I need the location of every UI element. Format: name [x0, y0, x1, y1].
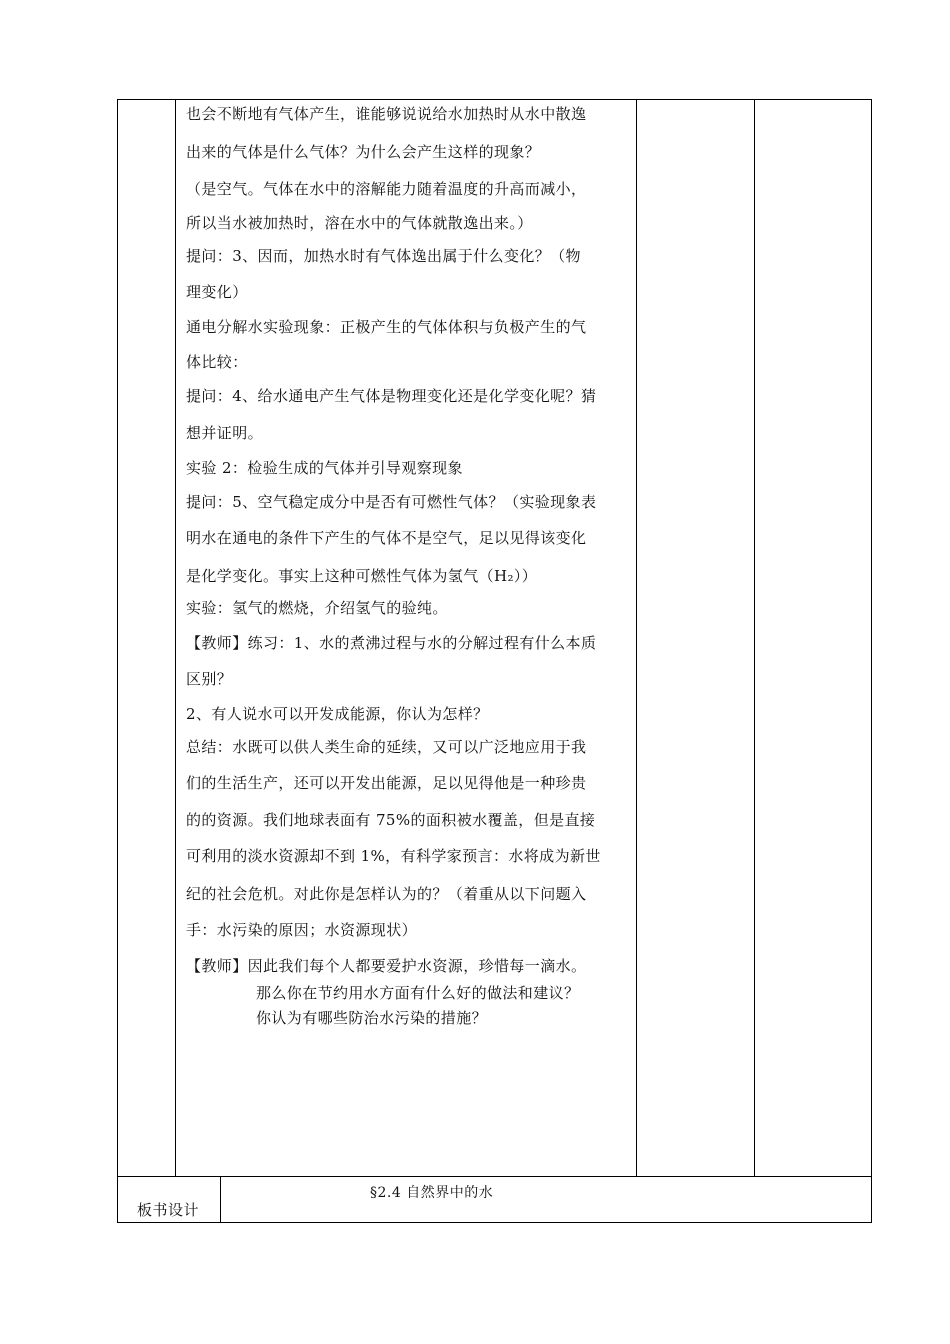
footer-column-divider — [220, 1176, 221, 1222]
text-line: 所以当水被加热时，溶在水中的气体就散逸出来。） — [186, 214, 533, 232]
text-line: 2、有人说水可以开发成能源，你认为怎样？ — [186, 705, 489, 723]
text-line: 理变化） — [186, 283, 248, 301]
text-line: 明水在通电的条件下产生的气体不是空气，足以见得该变化 — [186, 529, 587, 547]
text-line: 那么你在节约用水方面有什么好的做法和建议？ — [256, 984, 580, 1002]
table-column-divider — [636, 99, 637, 1176]
text-line: 你认为有哪些防治水污染的措施？ — [256, 1009, 488, 1027]
text-line: 实验 2：检验生成的气体并引导观察现象 — [186, 459, 463, 477]
text-line: 纪的社会危机。对此你是怎样认为的？（着重从以下问题入 — [186, 885, 587, 903]
board-design-title: §2.4 自然界中的水 — [370, 1185, 494, 1201]
text-line: 提问：4、给水通电产生气体是物理变化还是化学变化呢？猜 — [186, 387, 597, 405]
table-right-border — [871, 99, 872, 1223]
text-line: 【教师】练习：1、水的煮沸过程与水的分解过程有什么本质 — [186, 634, 597, 652]
text-line: 通电分解水实验现象：正极产生的气体体积与负极产生的气 — [186, 318, 587, 336]
text-line: 实验：氢气的燃烧，介绍氢气的验纯。 — [186, 599, 448, 617]
text-line: 提问：3、因而，加热水时有气体逸出属于什么变化？（物 — [186, 247, 581, 265]
text-line: 总结：水既可以供人类生命的延续，又可以广泛地应用于我 — [186, 738, 587, 756]
text-line: 体比较： — [186, 353, 248, 371]
text-line: 也会不断地有气体产生，谁能够说说给水加热时从水中散逸 — [186, 105, 587, 123]
text-line: 们的生活生产，还可以开发出能源，足以见得他是一种珍贵 — [186, 774, 587, 792]
text-line: 的的资源。我们地球表面有 75%的面积被水覆盖，但是直接 — [186, 811, 596, 829]
table-bottom-border — [117, 1222, 872, 1223]
text-line: （是空气。气体在水中的溶解能力随着温度的升高而减小， — [186, 180, 587, 198]
table-top-border — [117, 99, 872, 100]
text-line: 区别？ — [186, 670, 233, 688]
board-design-label: 板书设计 — [137, 1201, 200, 1219]
text-line: 手：水污染的原因；水资源现状） — [186, 921, 418, 939]
text-line: 可利用的淡水资源却不到 1%，有科学家预言：水将成为新世 — [186, 847, 601, 865]
text-line: 是化学变化。事实上这种可燃性气体为氢气（H₂）） — [186, 567, 538, 585]
table-column-divider — [175, 99, 176, 1176]
text-line: 出来的气体是什么气体？为什么会产生这样的现象？ — [186, 143, 541, 161]
text-line: 提问：5、空气稳定成分中是否有可燃性气体？（实验现象表 — [186, 493, 597, 511]
table-row-divider — [117, 1176, 872, 1177]
table-left-border — [117, 99, 118, 1223]
text-line: 想并证明。 — [186, 424, 264, 442]
text-line: 【教师】因此我们每个人都要爱护水资源，珍惜每一滴水。 — [186, 957, 587, 975]
table-column-divider — [754, 99, 755, 1176]
